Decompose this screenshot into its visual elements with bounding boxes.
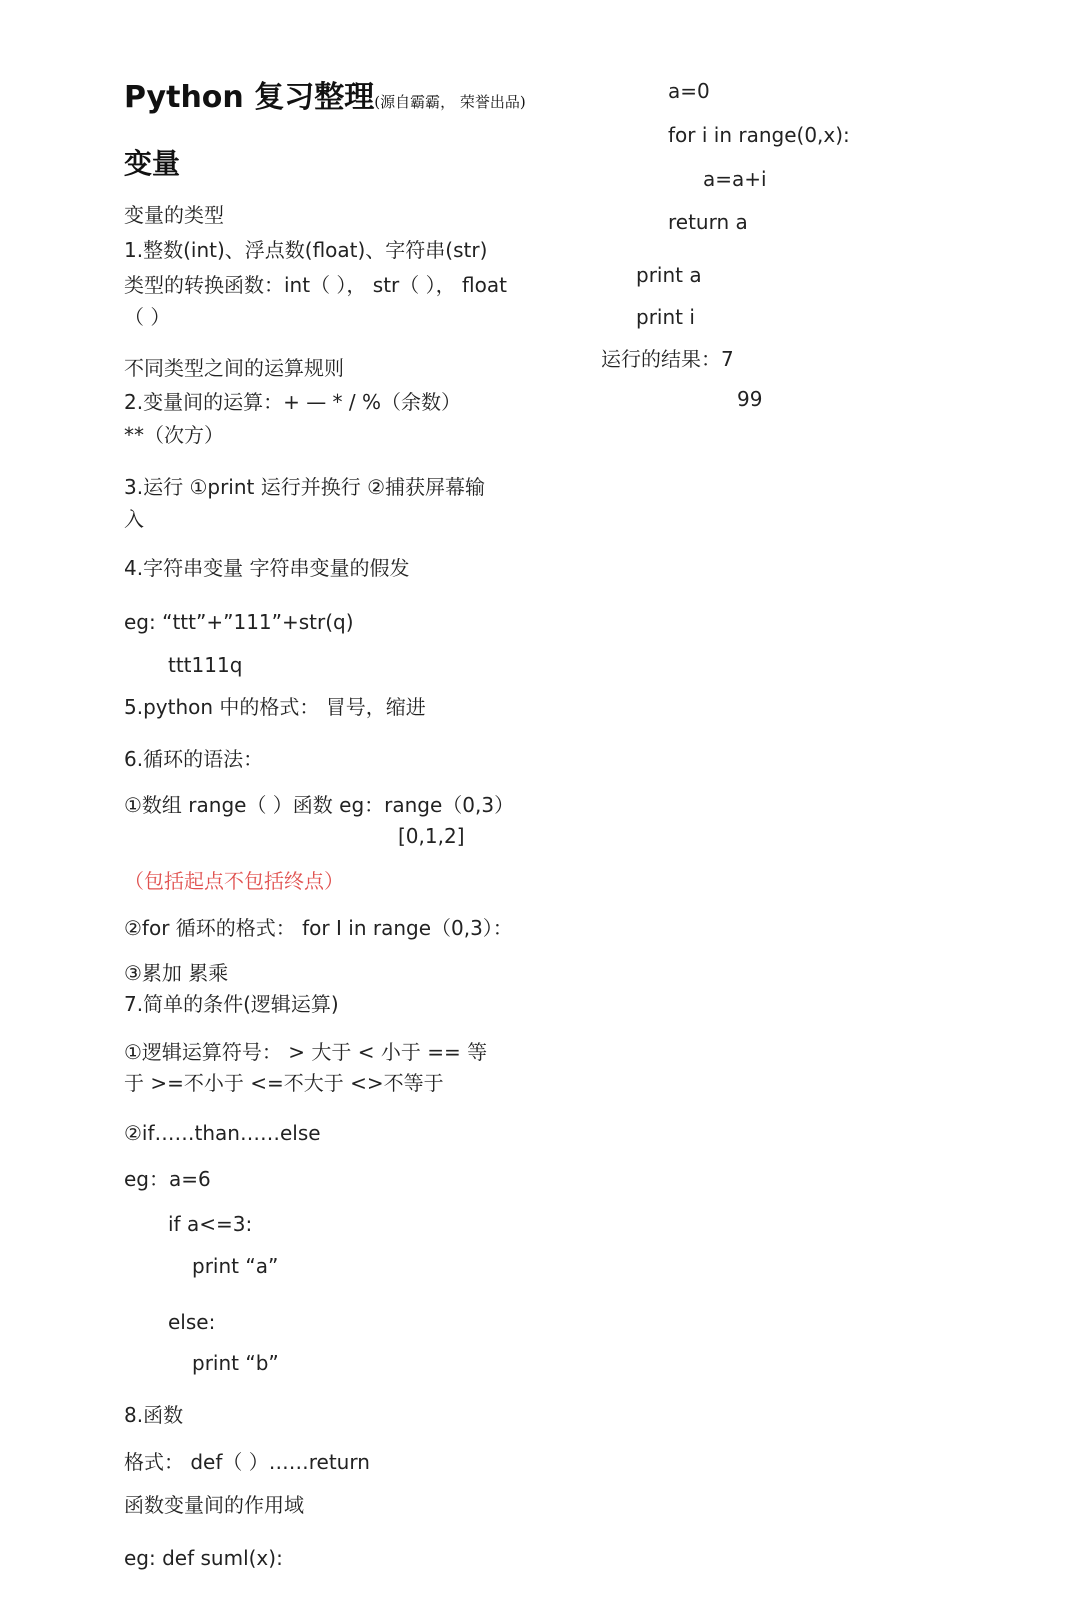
text-line: 4.字符串变量 字符串变量的假发: [124, 556, 410, 580]
result-value: 99: [737, 387, 763, 411]
text-line: 6.循环的语法：: [124, 747, 264, 771]
code-example: eg：a=6: [124, 1167, 211, 1191]
text-line: ②if……than……else: [124, 1121, 321, 1145]
text-line: 类型的转换函数：int（ ）， str（ ）， float: [124, 273, 507, 297]
code-output: [0,1,2]: [398, 824, 465, 848]
code-example: eg: “ttt”+”111”+str(q): [124, 610, 354, 634]
text-line: 5.python 中的格式： 冒号，缩进: [124, 695, 426, 719]
text-line: 不同类型之间的运算规则: [124, 356, 344, 380]
text-line: 8.函数: [124, 1403, 184, 1427]
text-line: 格式： def（ ）……return: [124, 1450, 370, 1474]
title-main: Python 复习整理: [124, 80, 375, 115]
code-line: print i: [636, 305, 695, 329]
section-heading: 变量: [124, 147, 181, 180]
text-line: 3.运行 ①print 运行并换行 ②捕获屏幕输: [124, 475, 486, 499]
text-line: ①数组 range（ ）函数 eg：range（0,3）: [124, 793, 515, 817]
code-line: a=a+i: [703, 167, 767, 191]
text-line: 入: [124, 507, 144, 531]
document-title: [124, 78, 526, 122]
text-line: ③累加 累乘: [124, 961, 229, 985]
text-line: 函数变量间的作用域: [124, 1493, 304, 1517]
highlight-note: （包括起点不包括终点）: [124, 869, 344, 893]
code-line: print “a”: [192, 1254, 279, 1278]
code-line: return a: [668, 210, 748, 234]
result-line: 运行的结果：7: [601, 347, 734, 371]
code-line: a=0: [668, 79, 710, 103]
text-line: ①逻辑运算符号： > 大于 < 小于 == 等: [124, 1040, 488, 1064]
code-line: if a<=3:: [168, 1212, 253, 1236]
text-line: 1.整数(int)、浮点数(float)、字符串(str): [124, 238, 488, 262]
code-line: for i in range(0,x):: [668, 123, 850, 147]
code-output: ttt111q: [168, 653, 243, 677]
title-subtitle: (源自霸霸， 荣誉出品): [374, 93, 526, 111]
text-line: 变量的类型: [124, 203, 224, 227]
text-line: ②for 循环的格式： for I in range（0,3）：: [124, 916, 513, 940]
text-line: **（次方）: [124, 423, 224, 447]
code-line: print a: [636, 263, 702, 287]
text-line: 2.变量间的运算：+ — * / %（余数）: [124, 390, 462, 414]
text-line: 于 >=不小于 <=不大于 <>不等于: [124, 1071, 444, 1095]
text-line: （ ）: [124, 305, 171, 329]
text-line: 7.简单的条件(逻辑运算): [124, 992, 339, 1016]
code-line: print “b”: [192, 1351, 279, 1375]
code-example: eg: def suml(x):: [124, 1546, 283, 1570]
code-line: else:: [168, 1310, 216, 1334]
